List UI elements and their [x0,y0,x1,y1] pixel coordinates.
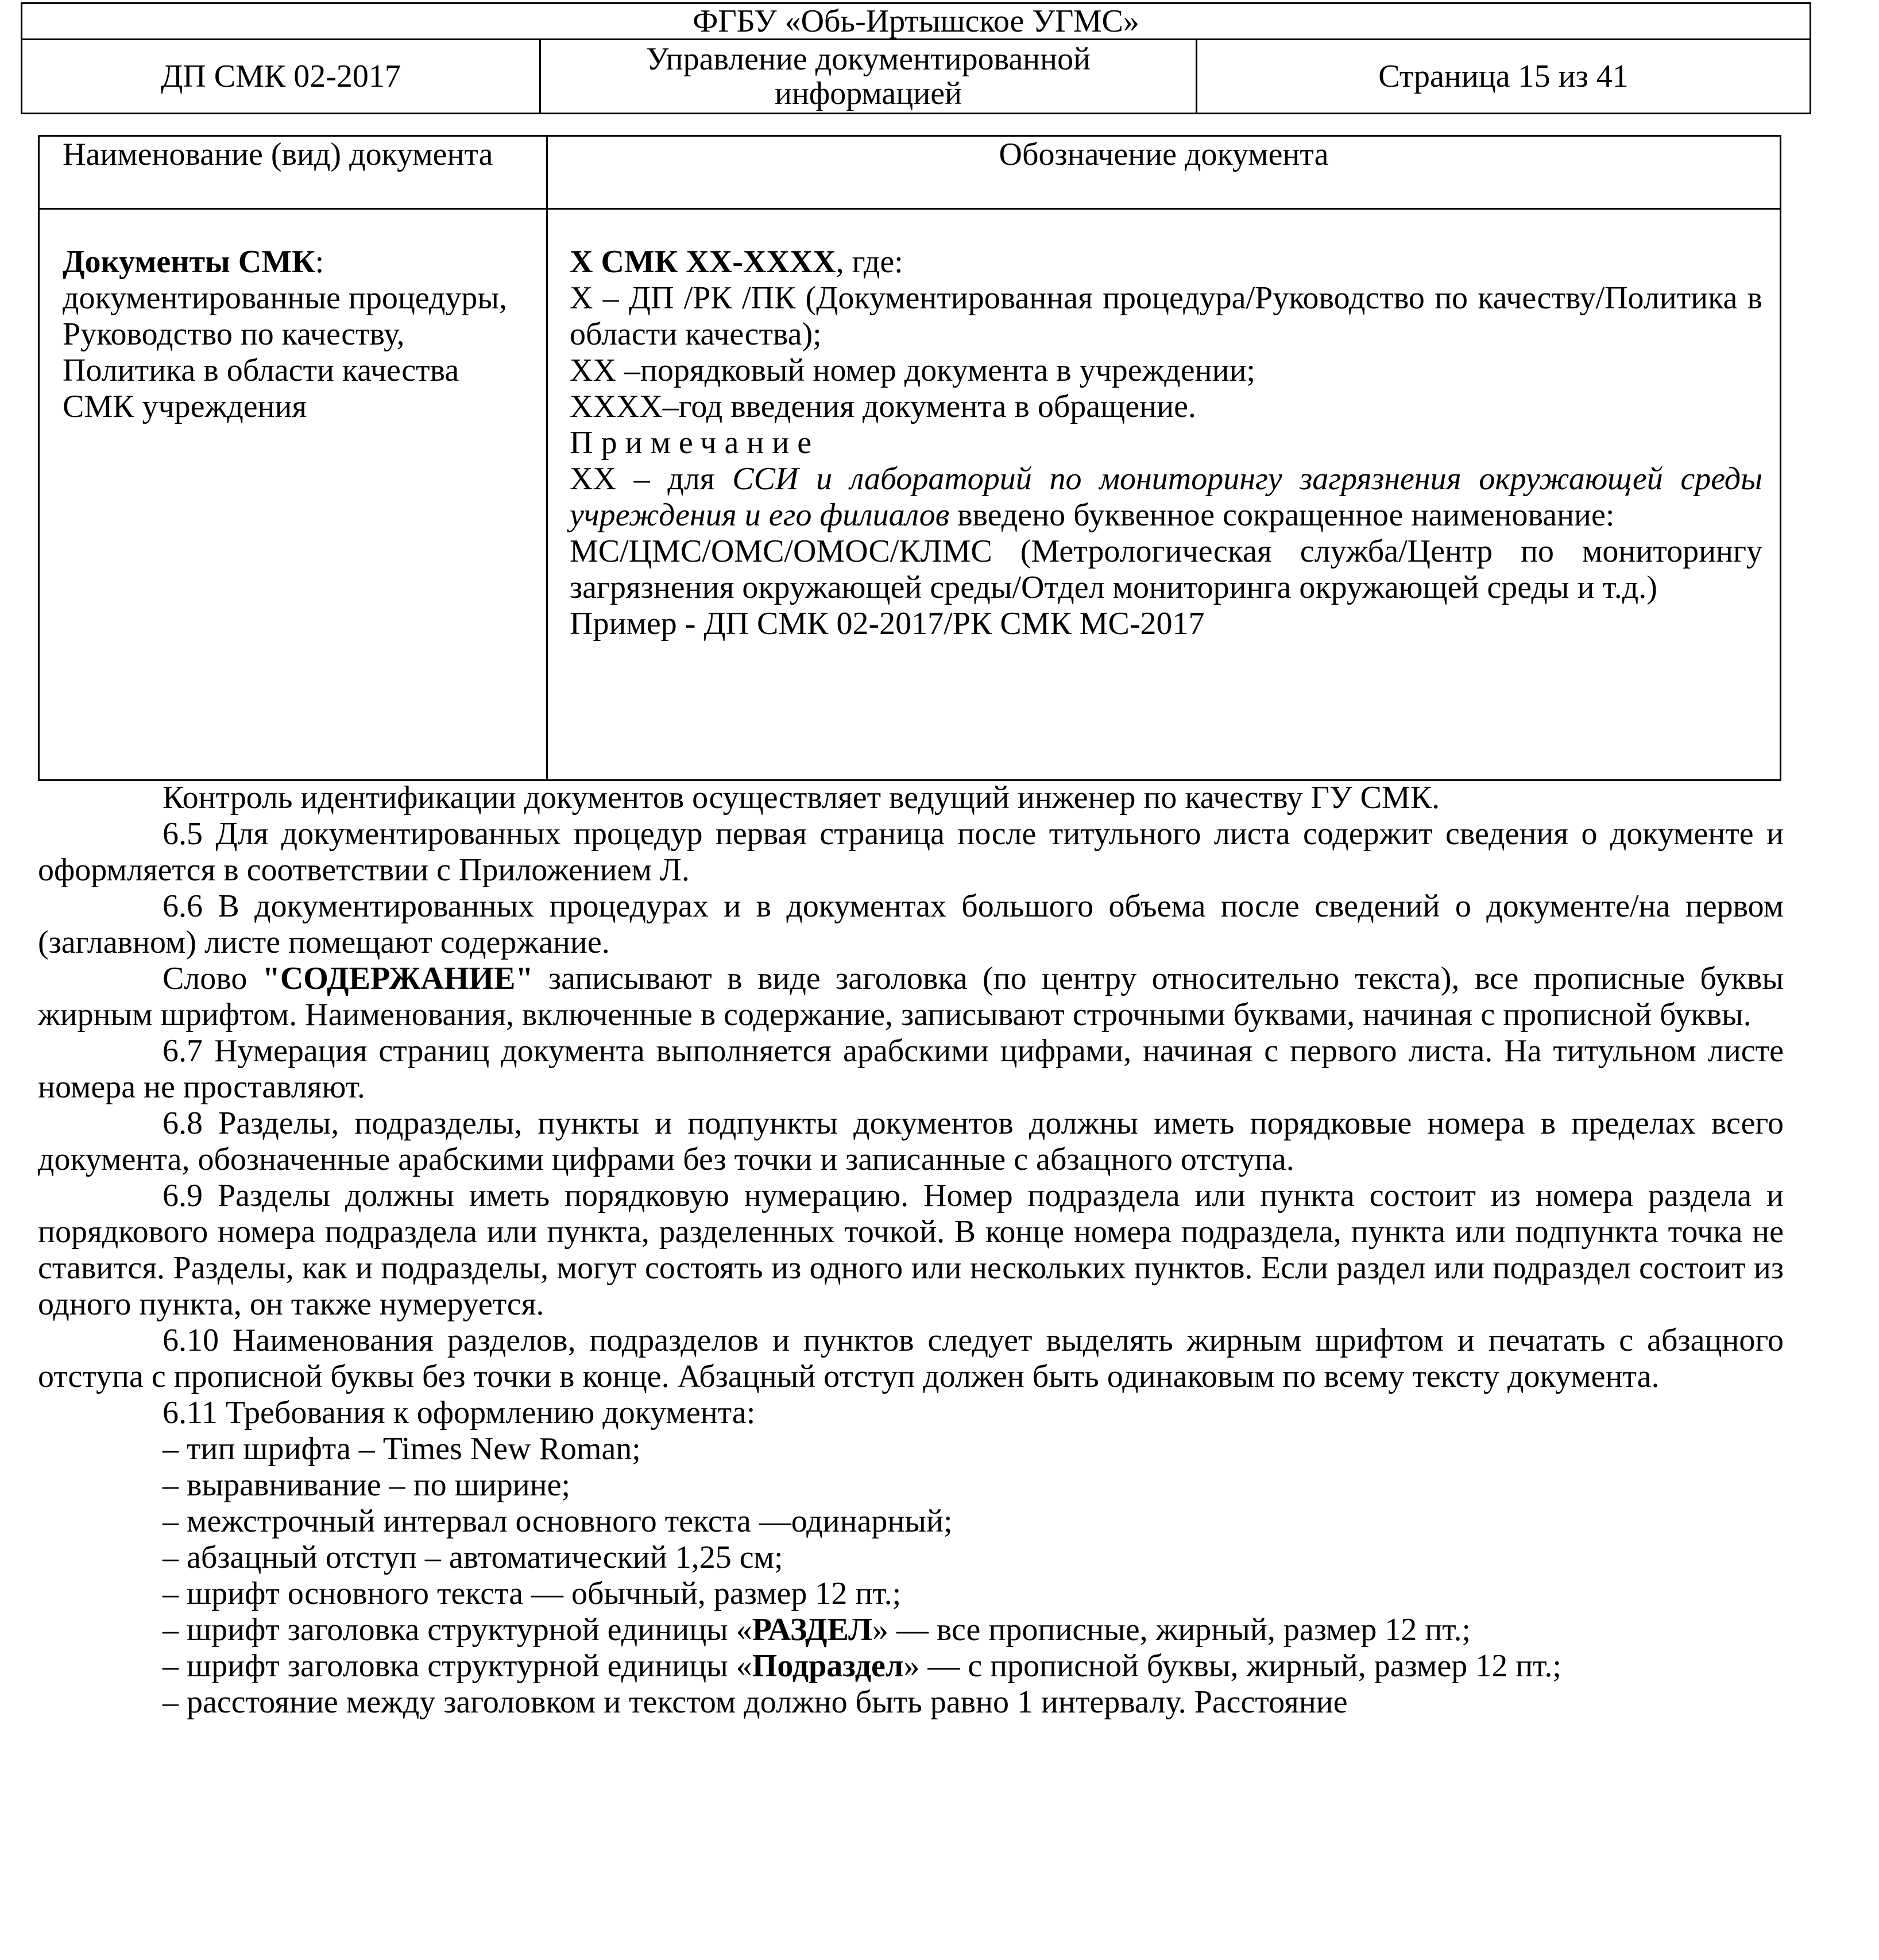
list-item: – абзацный отступ – автоматический 1,25 см; [163,1540,783,1575]
list-item: – выравнивание – по ширине; [163,1467,571,1503]
document-code: ДП СМК 02-2017 [22,40,540,114]
document-type-text: : документированные процедуры, Руководство по качеству, Политика в области качества СМК учреждения [63,244,508,424]
organization-name: ФГБУ «Обь-Иртышское УГМС» [22,3,1811,40]
list-item: – тип шрифта – Times New Roman; [163,1431,641,1467]
paragraph-6-11: 6.11 Требования к оформлению документа: [163,1395,756,1431]
example-line: Пример - ДП СМК 02-2017/РК СМК МС-2017 [570,606,1205,641]
paragraph-6-9: 6.9 Разделы должны иметь порядковую нумерацию. Номер подраздела или пункта состоит из номера раздела и порядкового номера подраздела или пункта, разделенных точкой. В конце номера подраздела, пункта или подпункта точка не ставится. Разделы, как и подразделы, могут состоять из одного или нескольких пунктов. Если раздел или подраздел состоит из одного пункта, он также нумеруется. [38,1178,1784,1322]
paragraph-6-5: 6.5 Для документированных процедур первая страница после титульного листа содержит сведения о документе и оформляется в соответствии с Приложением Л. [38,816,1784,888]
designation-table [38,135,1781,781]
column-header-designation: Обозначение документа [547,136,1781,209]
designation-code: Х СМК ХХ-ХХХХ, где: [570,244,903,280]
paragraph-contents-word: Слово "СОДЕРЖАНИЕ" записывают в виде заголовка (по центру относительно текста), все прописные буквы жирным шрифтом. Наименования, включенные в содержание, записывают строчными буквами, начиная с прописной буквы. [38,961,1784,1033]
document-header [21,2,1811,114]
paragraph-6-10: 6.10 Наименования разделов, подразделов и пунктов следует выделять жирным шрифтом и печатать с абзацного отступа с прописной буквы без точки в конце. Абзацный отступ должен быть одинаковым по всему тексту документа. [38,1323,1784,1394]
note-text: ХХ – для ССИ и лабораторий по мониторингу загрязнения окружающей среды учреждения и его филиалов введено буквенное сокращенное наименование: [570,461,1762,533]
list-item: – расстояние между заголовком и текстом должно быть равно 1 интервалу. Расстояние [163,1684,1348,1720]
paragraph-6-6: 6.6 В документированных процедурах и в документах большого объема после сведений о документе/на первом (заглавном) листе помещают содержание. [38,888,1784,960]
designation-line-x: Х – ДП /РК /ПК (Документированная процедура/Руководство по качеству/Политика в области качества); [570,280,1762,352]
column-header-type: Наименование (вид) документа [39,136,547,209]
list-item: – шрифт заголовка структурной единицы «РАЗДЕЛ» — все прописные, жирный, размер 12 пт.; [163,1612,1471,1648]
document-type-bold: Документы СМК [63,244,315,280]
note-label: Примечание [570,425,820,461]
paragraph-6-7: 6.7 Нумерация страниц документа выполняется арабскими цифрами, начиная с первого листа. На титульном листе номера не проставляют. [38,1033,1784,1105]
list-item: – шрифт основного текста — обычный, размер 12 пт.; [163,1576,902,1611]
body-text [38,780,1784,1721]
document-title: Управление документированной информацией [540,40,1197,114]
designation-cell [547,209,1781,780]
document-type-cell [39,209,547,780]
designation-line-xx: ХХ –порядковый номер документа в учреждении; [570,353,1256,388]
list-item: – шрифт заголовка структурной единицы «Подраздел» — с прописной буквы, жирный, размер 12 пт.; [163,1648,1561,1684]
designation-line-xxxx: ХХХХ–год введения документа в обращение. [570,389,1196,424]
page-number: Страница 15 из 41 [1197,40,1811,114]
list-item: – межстрочный интервал основного текста —одинарный; [163,1503,953,1539]
paragraph-6-8: 6.8 Разделы, подразделы, пункты и подпункты документов должны иметь порядковые номера в пределах всего документа, обозначенные арабскими цифрами без точки и записанные с абзацного отступа. [38,1105,1784,1177]
paragraph-control: Контроль идентификации документов осуществляет ведущий инженер по качеству ГУ СМК. [163,780,1440,815]
abbreviation-list: МС/ЦМС/ОМС/ОМОС/КЛМС (Метрологическая служба/Центр по мониторингу загрязнения окружающей среды/Отдел мониторинга окружающей среды и т.д.) [570,534,1762,605]
